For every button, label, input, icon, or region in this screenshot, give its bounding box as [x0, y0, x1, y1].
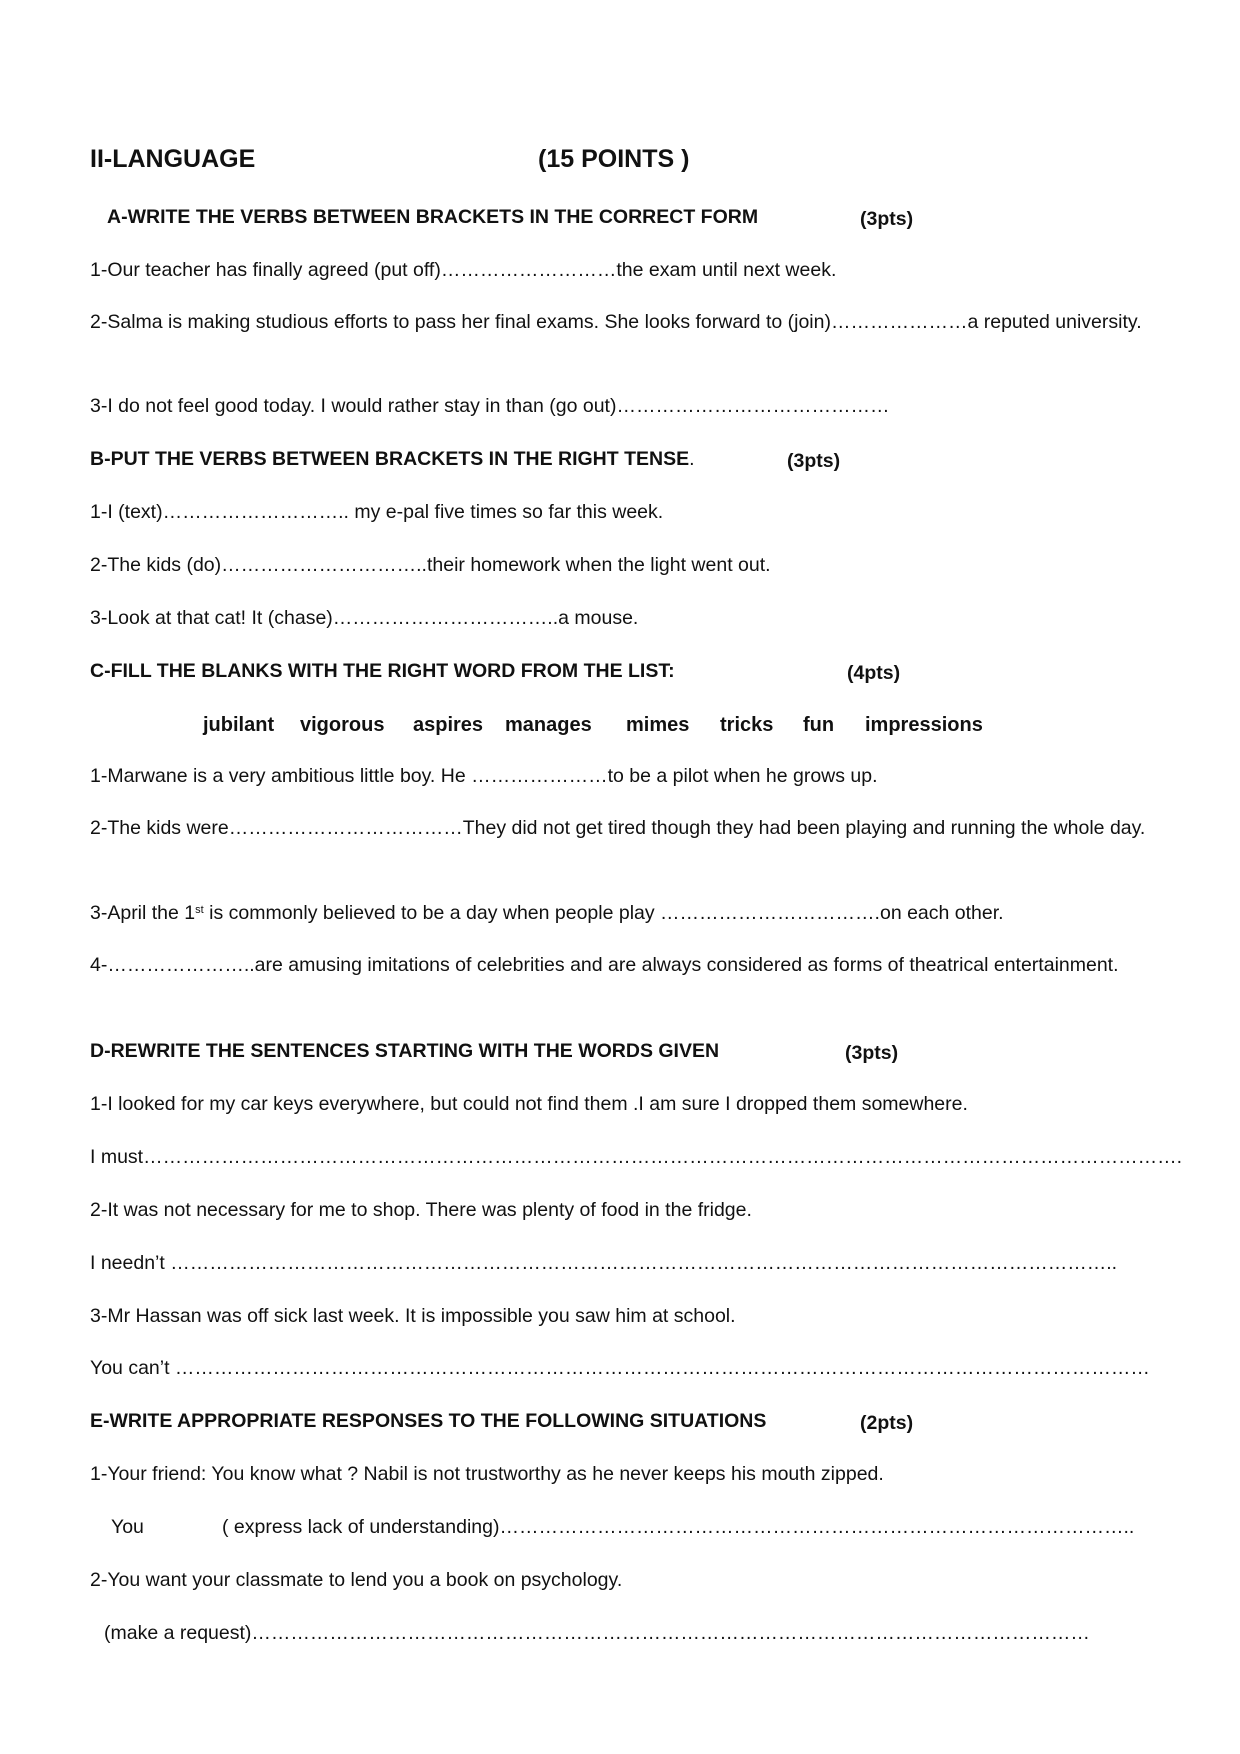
word-list-item: impressions	[865, 714, 983, 736]
section-d-a2: I needn’t ………………………………………………………………………………………………………………………………..	[90, 1252, 1118, 1274]
section-b-points: (3pts)	[787, 450, 841, 472]
section-e-q1: 1-Your friend: You know what ? Nabil is not trustworthy as he never keeps his mouth zipped.	[90, 1463, 884, 1485]
section-b-q1: 1-I (text)……………………….. my e-pal five times so far this week.	[90, 501, 664, 523]
section-d-a3: You can’t ……………………………………………………………………………………………………………………………………	[90, 1357, 1150, 1379]
section-c-q3	[90, 897, 1004, 930]
word-list-item: aspires	[413, 714, 484, 736]
section-e-q2: 2-You want your classmate to lend you a book on psychology.	[90, 1569, 623, 1591]
word-list-item: mimes	[626, 714, 690, 736]
section-e-heading: E-WRITE APPROPRIATE RESPONSES TO THE FOLLOWING SITUATIONS	[90, 1410, 767, 1432]
section-d-q2: 2-It was not necessary for me to shop. There was plenty of food in the fridge.	[90, 1199, 752, 1221]
section-c-heading: C-FILL THE BLANKS WITH THE RIGHT WORD FROM THE LIST:	[90, 660, 675, 682]
total-points: (15 POINTS )	[538, 145, 690, 173]
section-c-points: (4pts)	[847, 662, 901, 684]
section-d-q3: 3-Mr Hassan was off sick last week. It is impossible you saw him at school.	[90, 1305, 736, 1327]
section-a-heading: A-WRITE THE VERBS BETWEEN BRACKETS IN THE CORRECT FORM	[107, 206, 759, 228]
section-d-points: (3pts)	[845, 1042, 899, 1064]
section-c-q2: 2-The kids were………………………………They did not get tired though they had been playing and running the whole day.	[90, 817, 1146, 839]
ordinal-suffix: st	[195, 904, 204, 916]
section-b-period: .	[689, 448, 695, 470]
section-d-a1: I must…………………………………………………………………………………………………………………………………………….	[90, 1146, 1183, 1168]
section-c-q3-part1: 3-April the 1	[90, 902, 196, 924]
word-list-item: tricks	[720, 714, 774, 736]
section-e-a1-label: You	[111, 1516, 144, 1538]
section-c-q3-part2: is commonly believed to be a day when people play …………………………….on each other.	[203, 902, 1004, 924]
section-a-q1: 1-Our teacher has finally agreed (put off)………………………the exam until next week.	[90, 259, 837, 281]
section-c-q1: 1-Marwane is a very ambitious little boy. He …………………to be a pilot when he grows up.	[90, 765, 878, 787]
word-list-item: jubilant	[203, 714, 275, 736]
section-e-a1: ( express lack of understanding)……………………………………………………………………………………..	[222, 1516, 1135, 1538]
section-b-heading: B-PUT THE VERBS BETWEEN BRACKETS IN THE RIGHT TENSE	[90, 448, 690, 470]
word-list-item: fun	[803, 714, 835, 736]
section-d-q1: 1-I looked for my car keys everywhere, but could not find them .I am sure I dropped them somewhere.	[90, 1093, 968, 1115]
section-a-q3: 3-I do not feel good today. I would rather stay in than (go out)……………………………………	[90, 395, 890, 417]
section-a-q2: 2-Salma is making studious efforts to pass her final exams. She looks forward to (join)…………………a reputed university.	[90, 311, 1142, 333]
section-b-heading-line	[90, 443, 695, 476]
word-list-item: manages	[505, 714, 592, 736]
section-a-points: (3pts)	[860, 208, 914, 230]
section-e-points: (2pts)	[860, 1412, 914, 1434]
section-b-q3: 3-Look at that cat! It (chase)……………………………..a mouse.	[90, 607, 639, 629]
page-title: II-LANGUAGE	[90, 145, 256, 173]
word-list-item: vigorous	[300, 714, 385, 736]
section-b-q2: 2-The kids (do)…………………………..their homework when the light went out.	[90, 554, 771, 576]
section-c-q4: 4-…………………..are amusing imitations of celebrities and are always considered as forms of theatrical entertainment.	[90, 954, 1119, 976]
section-e-a2: (make a request)…………………………………………………………………………………………………………………	[104, 1622, 1090, 1644]
section-d-heading: D-REWRITE THE SENTENCES STARTING WITH THE WORDS GIVEN	[90, 1040, 720, 1062]
